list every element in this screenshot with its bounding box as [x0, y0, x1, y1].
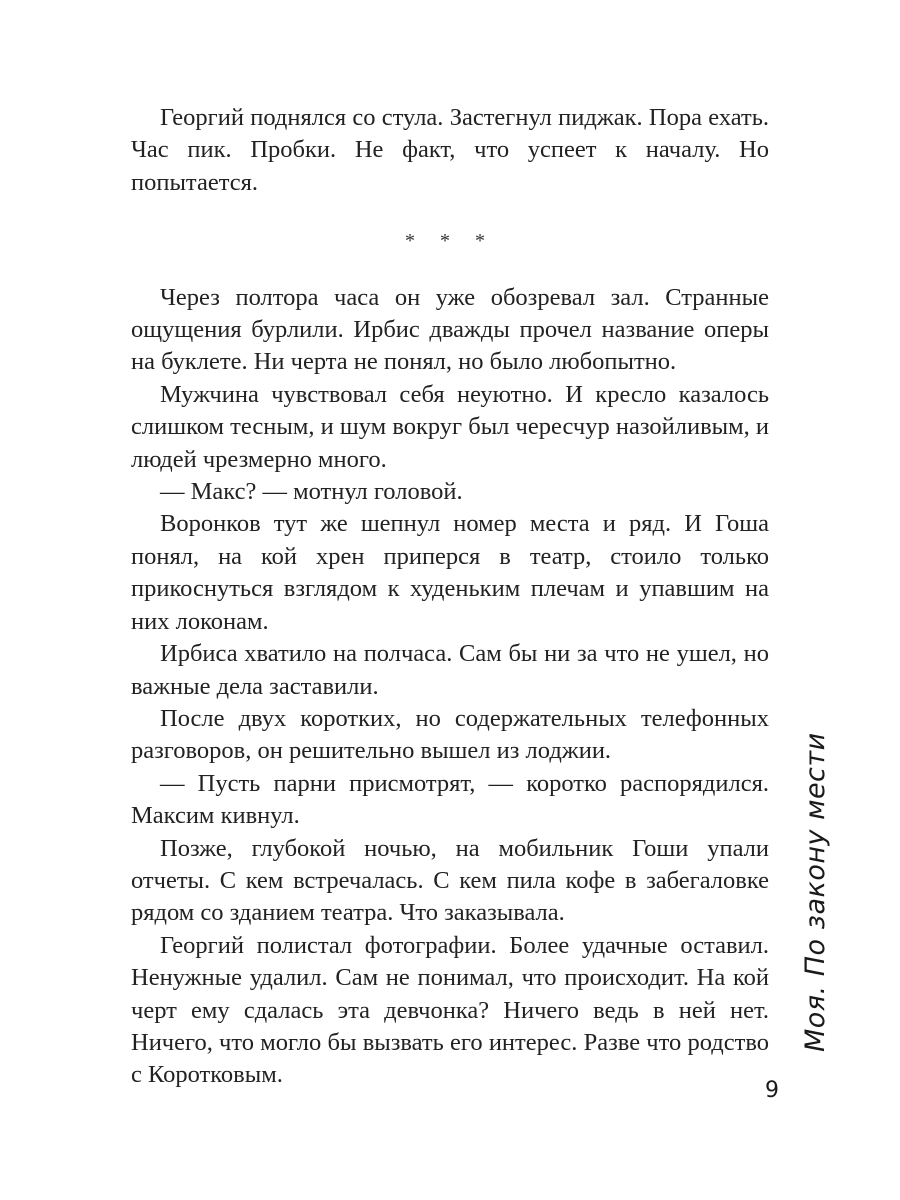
- paragraph: Через полтора часа он уже обозревал зал. Странные ощущения бурлили. Ирбис дважды прочел название оперы на буклете. Ни черта не понял, но было любопытно.: [131, 283, 769, 376]
- paragraph: Ирбиса хватило на полчаса. Сам бы ни за что не ушел, но важные дела заставили.: [131, 640, 769, 700]
- paragraph: Георгий поднялся со стула. Застегнул пиджак. Пора ехать. Час пик. Пробки. Не факт, что успеет к началу. Но попытается.: [131, 104, 769, 196]
- paragraph: Мужчина чувствовал себя неуютно. И кресло казалось слишком тесным, и шум вокруг был чересчур назойливым, и людей чрезмерно много.: [131, 380, 769, 473]
- paragraph: После двух коротких, но содержательных телефонных разговоров, он решительно вышел из лоджии.: [131, 704, 769, 765]
- body-text: [131, 102, 769, 1092]
- paragraph: Позже, глубокой ночью, на мобильник Гоши упали отчеты. С кем встречалась. С кем пила кофе в забегаловке рядом со зданием театра. Что заказывала.: [131, 834, 769, 927]
- paragraph: — Макс? — мотнул головой.: [160, 478, 463, 506]
- page-number: 9: [765, 1078, 779, 1103]
- paragraph: Георгий полистал фотографии. Более удачные оставил. Ненужные удалил. Сам не понимал, что происходит. На кой черт ему сдалась эта девчонка? Ничего ведь в ней нет. Ничего, что могло бы вызвать его интерес. Разве что родство с Коротковым.: [131, 931, 769, 1089]
- running-head-title: Моя. По закону мести: [800, 732, 831, 1052]
- section-separator: * * *: [405, 230, 495, 253]
- paragraph: — Пусть парни присмотрят, — коротко распорядился. Максим кивнул.: [131, 769, 769, 830]
- paragraph: Воронков тут же шепнул номер места и ряд. И Гоша понял, на кой хрен приперся в театр, стоило только прикоснуться взглядом к худеньким плечам и упавшим на них локонам.: [131, 510, 769, 635]
